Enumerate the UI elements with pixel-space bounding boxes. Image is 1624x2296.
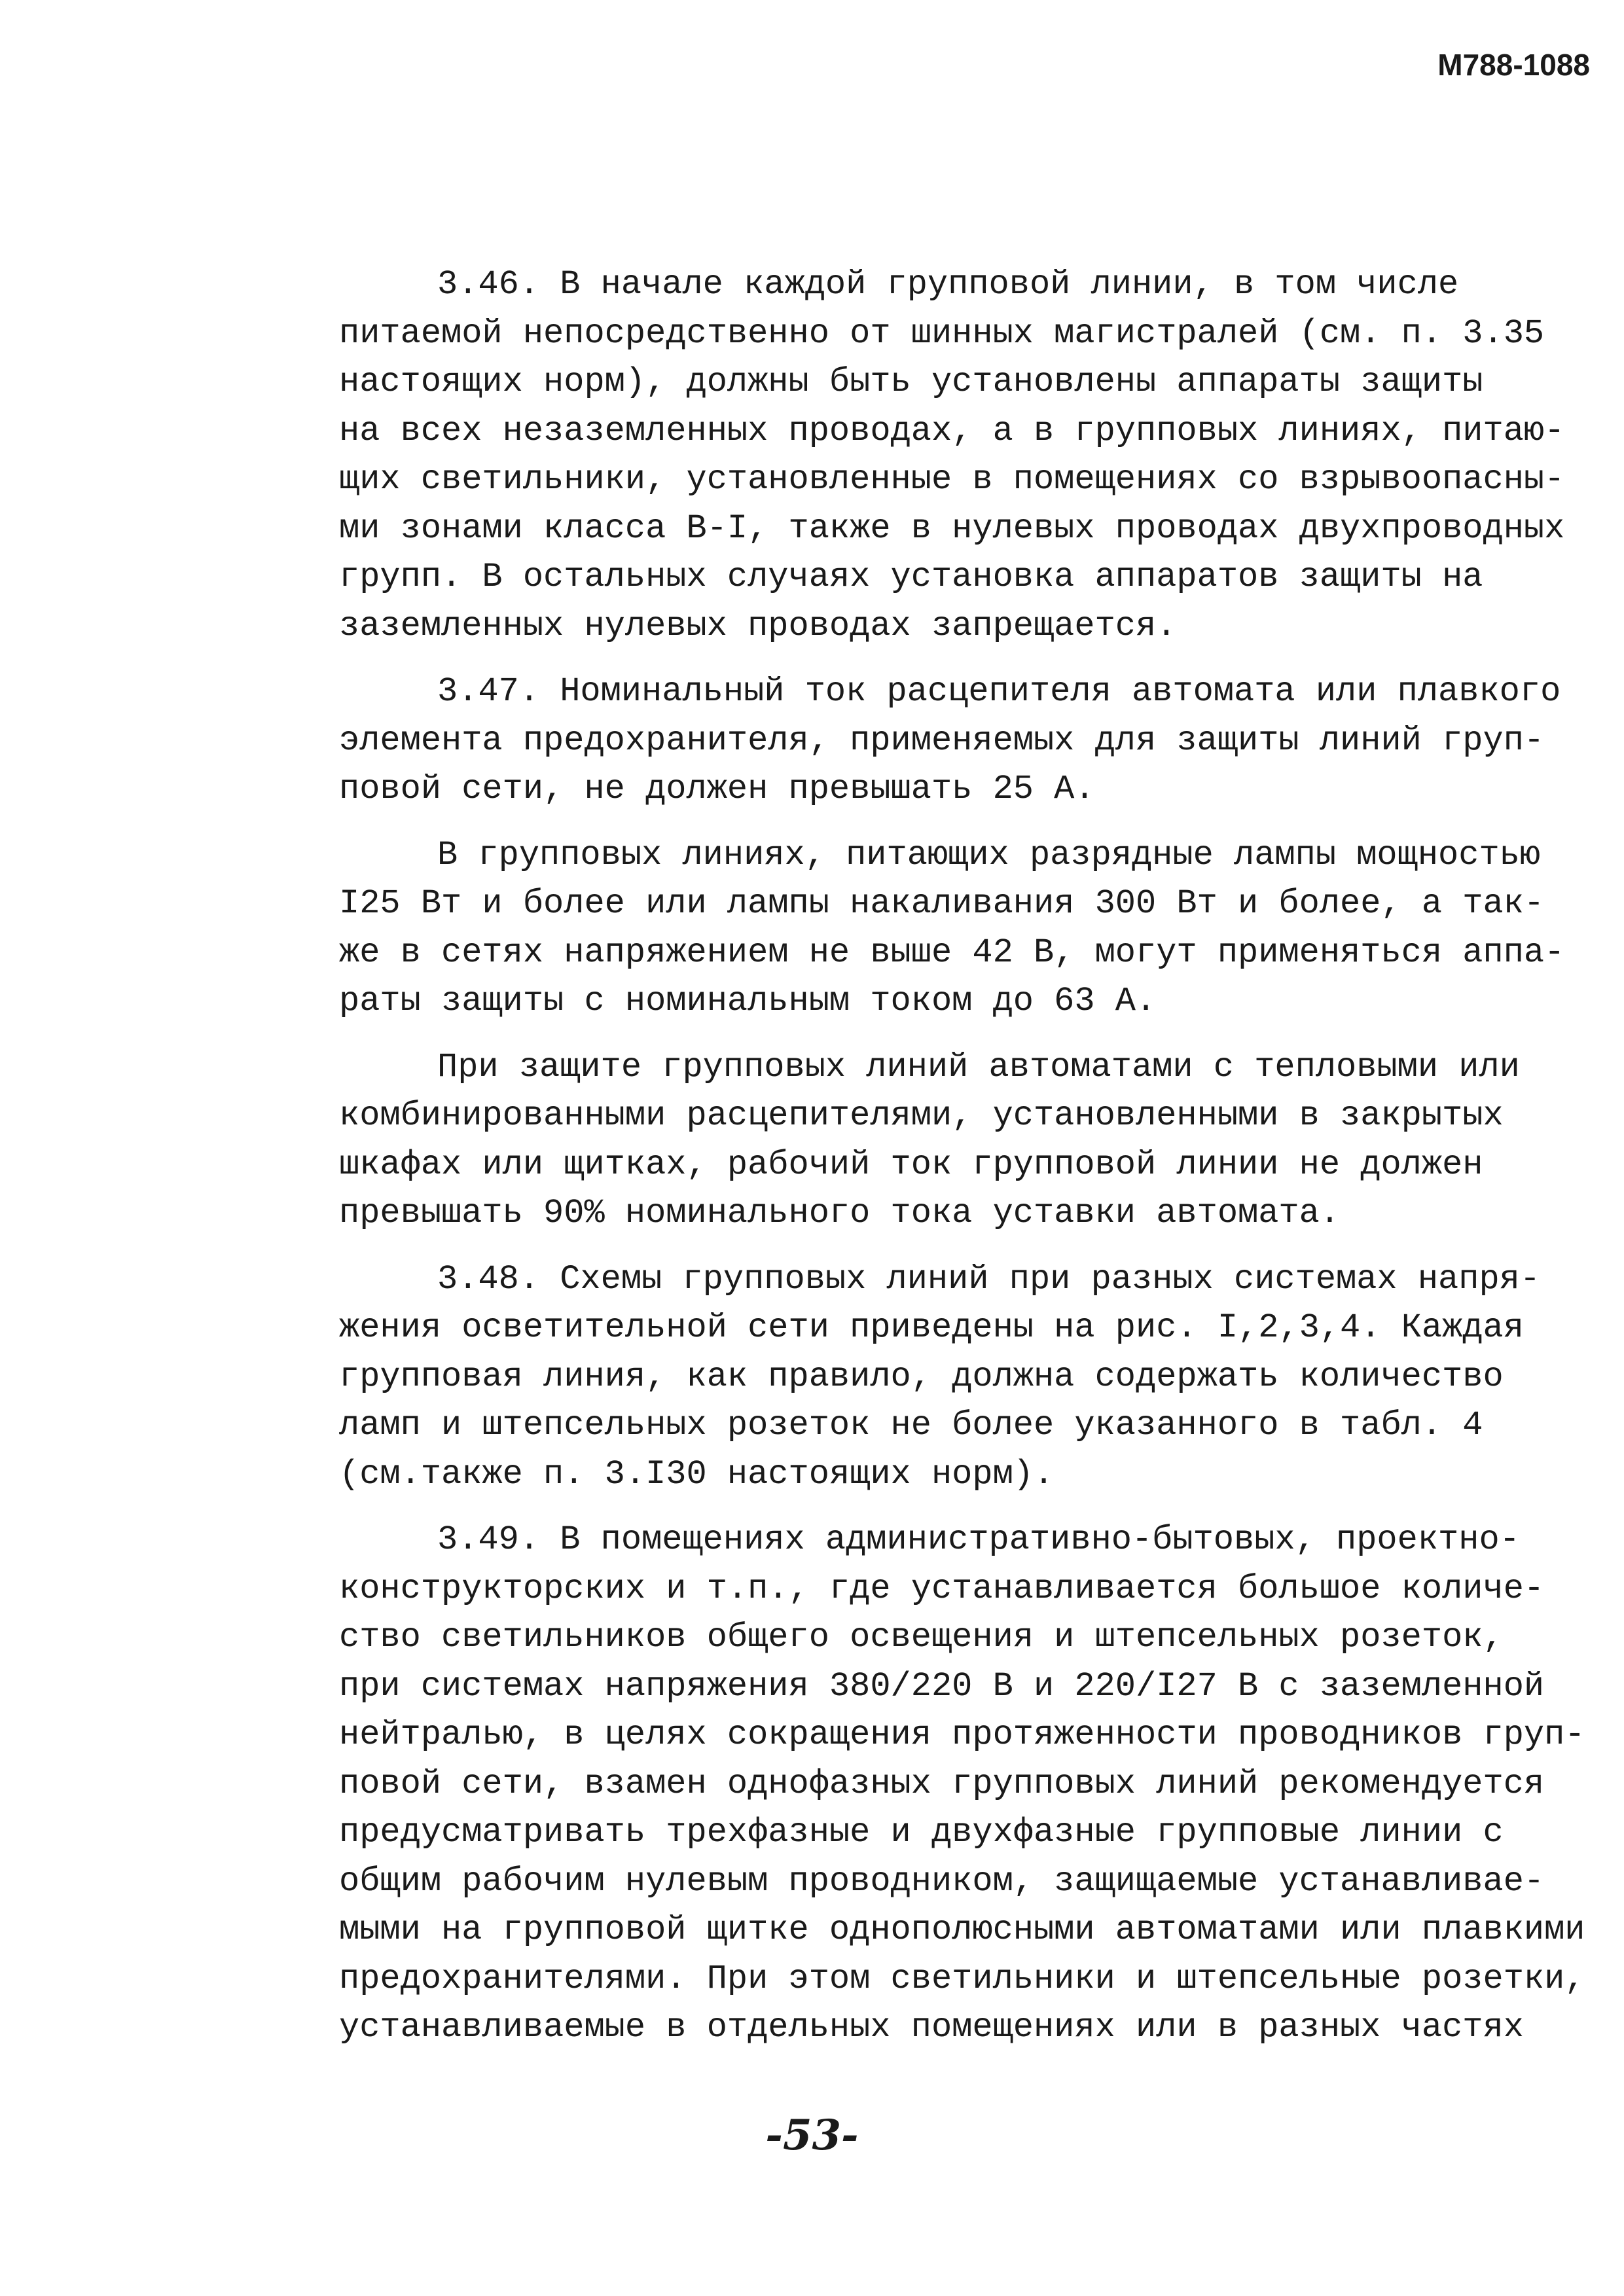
text-line: предохранителями. При этом светильники и штепсельные розетки,: [339, 1959, 1585, 1998]
text-line: мыми на групповой щитке однополюсными автоматами или плавкими: [339, 1910, 1585, 1949]
text-line: нейтралью, в целях сокращения протяженности проводников груп-: [339, 1715, 1585, 1754]
text-line: щих светильники, установленные в помещениях со взрывоопасны-: [339, 460, 1565, 499]
paragraph-3-46: [339, 260, 1570, 651]
text-line: ламп и штепсельных розеток не более указанного в табл. 4: [339, 1406, 1483, 1444]
text-line: В групповых линиях, питающих разрядные лампы мощностью: [437, 835, 1541, 874]
text-line: раты защиты с номинальным током до 63 А.: [339, 982, 1157, 1020]
paragraph-3-49: [339, 1516, 1585, 2053]
text-line: настоящих норм), должны быть установлены аппараты защиты: [339, 363, 1483, 401]
text-line: на всех незаземленных проводах, а в групповых линиях, питаю-: [339, 411, 1565, 450]
text-line: повой сети, не должен превышать 25 А.: [339, 770, 1095, 808]
text-line: 3.46. В начале каждой групповой линии, в том числе: [437, 265, 1459, 304]
text-line: I25 Вт и более или лампы накаливания 300 Вт и более, а так-: [339, 884, 1545, 923]
text-line: ство светильников общего освещения и штепсельных розеток,: [339, 1618, 1504, 1657]
text-line: заземленных нулевых проводах запрещается.: [339, 606, 1177, 645]
text-line: комбинированными расцепителями, установленными в закрытых: [339, 1096, 1504, 1135]
text-line: При защите групповых линий автоматами с тепловыми или: [437, 1047, 1520, 1086]
text-line: питаемой непосредственно от шинных магистралей (см. п. 3.35: [339, 314, 1545, 353]
text-line: общим рабочим нулевым проводником, защищаемые устанавливае-: [339, 1861, 1545, 1901]
paragraph-discharge-lamps: [339, 831, 1570, 1026]
paragraph-3-47: [339, 668, 1570, 814]
paragraph-3-48: [339, 1255, 1570, 1499]
paragraph-thermal-protection: [339, 1043, 1570, 1238]
text-line: 3.47. Номинальный ток расцепителя автомата или плавкого: [437, 672, 1561, 711]
text-line: повой сети, взамен однофазных групповых линий рекомендуется: [339, 1764, 1545, 1803]
text-line: элемента предохранителя, применяемых для защиты линий груп-: [339, 721, 1545, 760]
text-line: шкафах или щитках, рабочий ток групповой линии не должен: [339, 1145, 1483, 1184]
text-line: групп. В остальных случаях установка аппаратов защиты на: [339, 558, 1483, 596]
text-line: (см.также п. 3.I30 настоящих норм).: [339, 1454, 1055, 1494]
text-line: предусматривать трехфазные и двухфазные групповые линии с: [339, 1813, 1504, 1852]
page-body: [339, 260, 1585, 2070]
text-line: жения осветительной сети приведены на рис. I,2,3,4. Каждая: [339, 1308, 1524, 1347]
text-line: при системах напряжения 380/220 В и 220/I27 В с заземленной: [339, 1666, 1545, 1706]
text-line: 3.49. В помещениях административно-бытовых, проектно-: [437, 1520, 1520, 1559]
text-line: превышать 90% номинального тока уставки автомата.: [339, 1194, 1341, 1232]
text-line: 3.48. Схемы групповых линий при разных системах напря-: [437, 1259, 1541, 1299]
page-number: -53-: [765, 2111, 859, 2160]
document-code: М788-1088: [1437, 48, 1590, 82]
text-line: групповая линия, как правило, должна содержать количество: [339, 1357, 1504, 1396]
text-line: ми зонами класса В-I, также в нулевых проводах двухпроводных: [339, 509, 1565, 548]
text-line: устанавливаемые в отдельных помещениях или в разных частях: [339, 2008, 1524, 2047]
text-line: же в сетях напряжением не выше 42 В, могут применяться аппа-: [339, 933, 1565, 972]
text-line: конструкторских и т.п., где устанавливается большое количе-: [339, 1569, 1545, 1608]
